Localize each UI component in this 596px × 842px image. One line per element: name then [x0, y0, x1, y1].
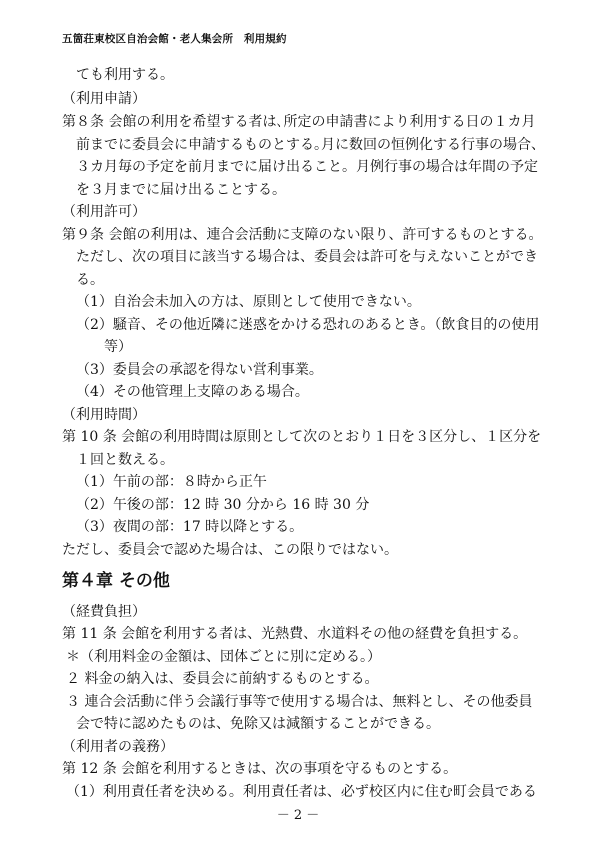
section-heading: （経費負担） [62, 604, 146, 620]
list-item: （3）委員会の承認を得ない営利事業。 [76, 362, 323, 378]
list-item: （1）午前の部：８時から正午 [76, 474, 267, 490]
text-line: 会で特に認めたものは、免除又は減額することができる。 [76, 716, 440, 732]
page-header: 五箇荘東校区自治会館・老人集会所 利用規約 [62, 33, 287, 45]
text-line: ３ 連合会活動に伴う会議行事等で使用する場合は、無料とし、その他委員 [66, 694, 533, 710]
text-line: ２ 料金の納入は、委員会に前納するものとする。 [66, 671, 379, 687]
text-line: を３月までに届け出ることする。 [76, 182, 286, 198]
section-heading: （利用者の義務） [62, 739, 174, 755]
list-item: （1）自治会未加入の方は、原則として使用できない。 [76, 294, 421, 310]
text-line: ただし、次の項目に該当する場合は、委員会は許可を与えないことができ [76, 249, 538, 265]
list-item: （1）利用責任者を決める。利用責任者は、必ず校区内に住む町会員である [66, 784, 537, 800]
text-line: る。 [76, 272, 104, 288]
section-heading: （利用時間） [62, 407, 146, 423]
article-8: 第８条 会館の利用を希望する者は､所定の申請書により利用する日の１カ月 [62, 114, 536, 130]
list-item: （2）午後の部：12 時 30 分から 16 時 30 分 [76, 497, 370, 513]
article-9: 第９条 会館の利用は、連合会活動に支障のない限り、許可するものとする。 [62, 227, 543, 243]
section-heading: （利用許可） [62, 204, 146, 220]
text-line: 前までに委員会に申請するものとする｡月に数回の恒例化する行事の場合、 [76, 137, 545, 153]
article-12: 第 12 条 会館を利用するときは、次の事項を守るものとする。 [62, 761, 458, 777]
text-line: ＊（利用料金の金額は、団体ごとに別に定める。） [66, 649, 381, 665]
list-item: （2）騒音、その他近隣に迷惑をかける恐れのあるとき。（飲食目的の使用 [76, 317, 540, 333]
text-line: 等） [104, 339, 132, 355]
list-item: （3）夜間の部：17 時以降とする。 [76, 519, 304, 535]
text-line: ても利用する。 [76, 67, 174, 83]
page-number: － 2 － [276, 808, 320, 823]
list-item: （4）その他管理上支障のある場合。 [76, 384, 309, 400]
text-line: ただし、委員会で認めた場合は、この限りではない。 [62, 542, 398, 558]
text-line: ３カ月毎の予定を前月までに届け出ること。月例行事の場合は年間の予定 [76, 159, 538, 175]
article-10: 第 10 条 会館の利用時間は原則として次のとおり１日を３区分し、１区分を [62, 429, 542, 445]
text-line: １回と数える。 [76, 452, 174, 468]
chapter-heading: 第４章 その他 [62, 571, 170, 591]
article-11: 第 11 条 会館を利用する者は、光熱費、水道料その他の経費を負担する。 [62, 626, 528, 642]
section-heading: （利用申請） [62, 91, 146, 107]
